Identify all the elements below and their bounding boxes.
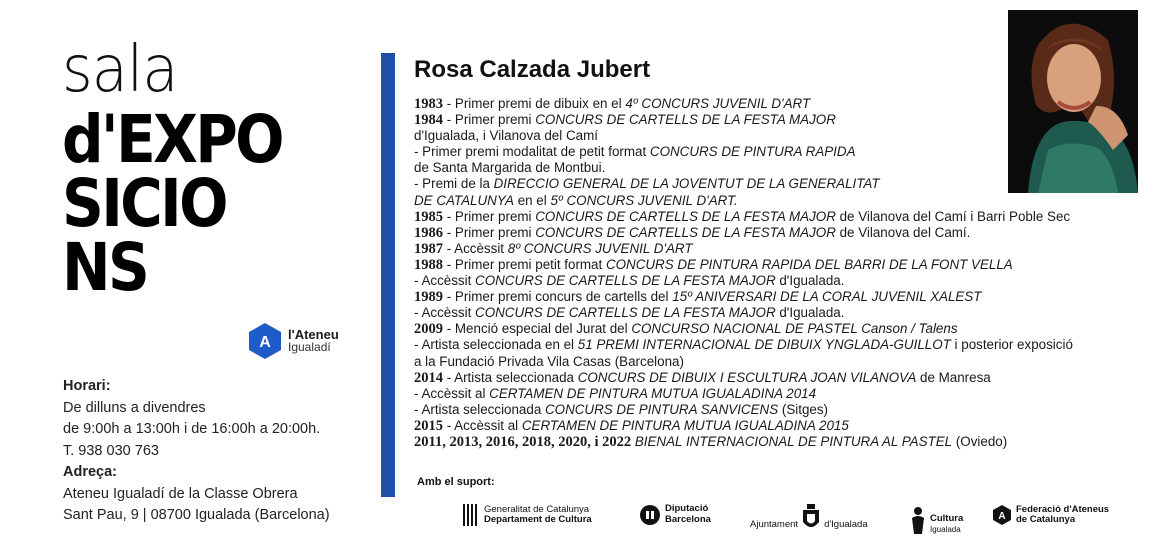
cv-line: [414, 176, 1154, 192]
cv-line: [414, 289, 1154, 305]
cv-line: [414, 386, 1154, 402]
cv-text: i posterior exposició: [950, 337, 1073, 353]
cv-line: [414, 305, 1154, 321]
cv-award-title: CONCURS DE CARTELLS DE LA FESTA MAJOR: [475, 273, 776, 289]
cv-award-title: CONCURS DE PINTURA SANVICENS: [545, 401, 779, 417]
cv-text: - Accèssit: [443, 240, 508, 256]
cv-line: [414, 370, 1154, 386]
cv-text: - Primer premi de dibuix en el: [443, 96, 626, 111]
cv-text: - Primer premi modalitat de petit format: [414, 144, 650, 160]
cv-line: [414, 402, 1154, 418]
gencat-line2: Departament de Cultura: [484, 514, 592, 525]
cv-text: d'Igualada.: [775, 305, 845, 321]
cv-year: 1989: [414, 289, 443, 306]
cv-award-title: CONCURS DE PINTURA RAPIDA: [649, 144, 856, 160]
cultura-line2: Igualada: [930, 524, 961, 534]
cv-text: - Artista seleccionada en el: [414, 337, 578, 353]
cv-text: - Accèssit: [414, 305, 476, 321]
visit-info: [63, 376, 330, 527]
cultura-line1: Cultura: [930, 513, 964, 524]
gencat-line1: Generalitat de Catalunya: [484, 503, 590, 515]
cv-year: 2014: [414, 369, 443, 386]
cv-award-title: CONCURS DE CARTELLS DE LA FESTA MAJOR: [535, 112, 836, 128]
cv-award-title: 4º CONCURS JUVENIL D'ART: [625, 96, 811, 111]
cultura-figure-icon: [910, 506, 926, 534]
diputacio-icon: [640, 505, 660, 525]
address-line: Ateneu Igualadí de la Classe Obrera: [63, 485, 298, 502]
adreca-label: Adreça:: [63, 464, 117, 480]
cv-text: - Accèssit: [414, 273, 476, 289]
cv-text: a la Fundació Privada Vila Casas (Barcelona): [414, 353, 684, 369]
cv-text: de Vilanova del Camí.: [835, 224, 971, 240]
cv-year: 1983: [414, 96, 443, 112]
cv-award-title: BIENAL INTERNACIONAL DE PINTURA AL PASTEL: [634, 433, 953, 449]
cv-text: (Sitges): [778, 401, 828, 417]
gencat-logo: [462, 504, 592, 526]
cv-line: [414, 225, 1154, 241]
cv-award-title: 15º ANIVERSARI DE LA CORAL JUVENIL XALEST: [672, 289, 982, 305]
federacio-line1: Federació d'Ateneus: [1016, 503, 1110, 515]
cv-text: d'Igualada.: [775, 273, 845, 289]
federacio-line2: de Catalunya: [1016, 514, 1076, 525]
cv-year: 1986: [414, 224, 443, 241]
horari-line: de 9:00h a 13:00h i de 16:00h a 20:00h.: [63, 421, 321, 437]
artist-name: Rosa Calzada Jubert: [414, 56, 651, 83]
cv-year: 2011, 2013, 2016, 2018, 2020, i 2022: [414, 433, 632, 450]
cv-text: d'Igualada, i Vilanova del Camí: [414, 128, 598, 144]
cv-line: [414, 160, 1154, 176]
cv-award-title: CONCURSO NACIONAL DE PASTEL Canson / Talens: [631, 321, 958, 337]
cv-award-title: DIRECCIO GENERAL DE LA JOVENTUT DE LA GENERALITAT: [493, 176, 880, 192]
horari-label: Horari:: [63, 378, 111, 394]
senyera-icon: [462, 504, 478, 526]
cv-text: - Primer premi: [443, 112, 536, 128]
cv-line: [414, 128, 1154, 144]
cv-award-title: CERTAMEN DE PINTURA MUTUA IGUALADINA 2014: [489, 385, 817, 401]
ateneu-logo-mark: A: [259, 334, 271, 351]
cv-line: [414, 112, 1154, 128]
phone-number: T. 938 030 763: [63, 442, 159, 459]
cv-line: [414, 321, 1154, 337]
ajuntament-left: Ajuntament: [750, 518, 799, 530]
title-sala: sala: [62, 33, 178, 107]
cv-text: - Premi de la: [414, 176, 494, 192]
cv-text: de Santa Margarida de Montbui.: [414, 160, 606, 176]
ajuntament-right: d'Igualada: [824, 518, 868, 530]
cv-award-title: CONCURS DE CARTELLS DE LA FESTA MAJOR: [475, 305, 776, 321]
ateneu-logo-line1: l'Ateneu: [288, 327, 339, 342]
cv-text: - Artista seleccionada: [414, 401, 545, 417]
cv-line: [414, 209, 1154, 225]
cv-award-title: 5º CONCURS JUVENIL D'ART.: [550, 192, 738, 208]
cv-award-title: CERTAMEN DE PINTURA MUTUA IGUALADINA 2015: [521, 417, 849, 433]
cv-text: - Accèssit al: [414, 385, 490, 401]
cv-text: - Primer premi concurs de cartells del: [443, 289, 673, 305]
cv-text: de Vilanova del Camí i Barri Poble Sec: [835, 208, 1071, 224]
ateneu-logo: [248, 322, 339, 360]
coat-of-arms-icon: [801, 504, 821, 532]
cv-year: 1987: [414, 240, 443, 257]
cv-text: en el: [513, 192, 551, 208]
cultura-logo: [910, 504, 963, 535]
cv-year: 1984: [414, 112, 443, 129]
cv-line: [414, 257, 1154, 273]
federacio-hexagon-icon: [992, 504, 1012, 526]
ateneu-hexagon-icon: [248, 322, 282, 360]
federacio-logo-mark: A: [998, 511, 1006, 522]
cv-line: [414, 96, 1154, 112]
cv-text: (Oviedo): [952, 433, 1008, 449]
support-label: Amb el suport:: [417, 476, 495, 488]
cv-year: 1988: [414, 256, 443, 273]
cv-line: [414, 273, 1154, 289]
cv-year: 2009: [414, 321, 443, 338]
cv-award-title: CONCURS DE CARTELLS DE LA FESTA MAJOR: [535, 224, 836, 240]
federacio-logo: [992, 504, 1109, 526]
title-line-1: d'EXPO: [62, 101, 282, 178]
title-line-2: SICIO: [62, 165, 226, 242]
cv-text: - Primer premi: [443, 224, 536, 240]
cv-year: 1985: [414, 208, 443, 225]
address-line: Sant Pau, 9 | 08700 Igualada (Barcelona): [63, 507, 330, 523]
diputacio-line2: Barcelona: [665, 513, 711, 525]
cv-line: [414, 434, 1154, 450]
cv-line: [414, 418, 1154, 434]
cv-line: [414, 337, 1154, 353]
cv-text: - Primer premi: [443, 208, 536, 224]
cv-award-title: 8º CONCURS JUVENIL D'ART: [507, 240, 693, 256]
artist-cv: [414, 96, 1154, 450]
accent-bar: [381, 53, 395, 497]
cv-line: [414, 193, 1154, 209]
cv-text: de Manresa: [916, 369, 991, 385]
diputacio-logo: [640, 504, 711, 525]
cv-award-title: DE CATALUNYA: [414, 192, 514, 208]
cv-award-title: CONCURS DE PINTURA RAPIDA DEL BARRI DE LA FONT VELLA: [605, 256, 1013, 272]
cv-text: - Primer premi petit format: [443, 256, 606, 272]
cv-text: - Menció especial del Jurat del: [443, 321, 632, 337]
diputacio-line1: Diputació: [665, 503, 709, 514]
cv-award-title: 51 PREMI INTERNACIONAL DE DIBUIX YNGLADA-GUILLOT: [577, 337, 951, 353]
cv-line: [414, 144, 1154, 160]
title-line-3: NS: [62, 229, 148, 306]
cv-line: [414, 241, 1154, 257]
cv-award-title: CONCURS DE DIBUIX I ESCULTURA JOAN VILANOVA: [577, 369, 917, 385]
ateneu-logo-line2: Igualadí: [288, 340, 331, 354]
ajuntament-logo: [750, 504, 868, 532]
cv-line: [414, 354, 1154, 370]
horari-line: De dilluns a divendres: [63, 399, 206, 416]
exhibition-title: [62, 33, 362, 306]
cv-award-title: CONCURS DE CARTELLS DE LA FESTA MAJOR: [535, 208, 836, 224]
cv-text: - Artista seleccionada: [443, 369, 578, 385]
cv-text: - Accèssit al: [443, 417, 522, 433]
cv-year: 2015: [414, 417, 443, 434]
